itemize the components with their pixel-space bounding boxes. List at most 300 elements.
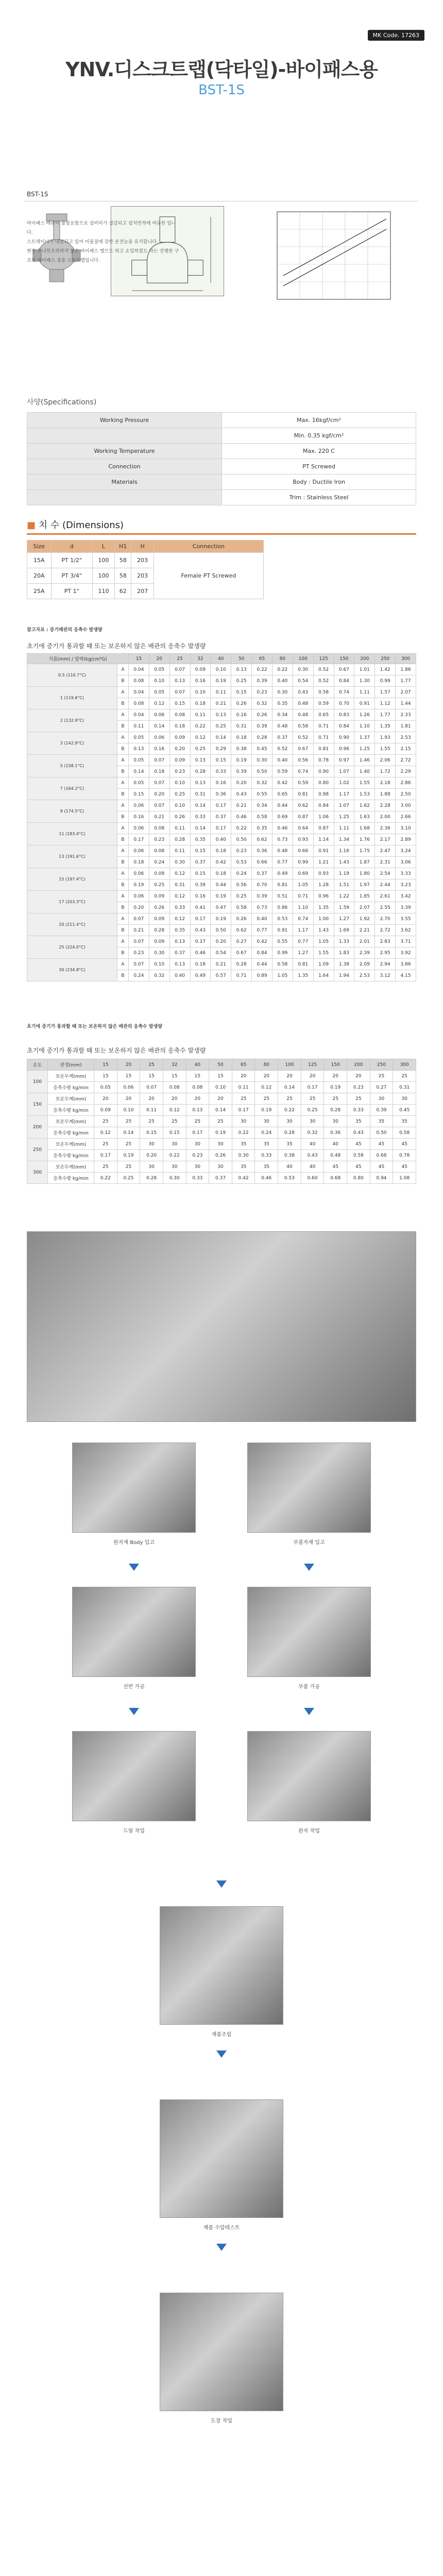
process-photo — [160, 2099, 283, 2218]
table-cell: 0.12 — [94, 1127, 117, 1139]
table-cell: 0.14 — [117, 1127, 140, 1139]
process-photo — [72, 1731, 196, 1821]
table-cell: 1.33 — [334, 936, 354, 947]
table-cell: 0.08 — [149, 845, 169, 857]
table-cell: 0.10 — [149, 959, 169, 970]
table-cell: 20 — [301, 1071, 324, 1082]
table-cell: 0.81 — [272, 879, 293, 891]
table-cell: 0.12 — [169, 913, 190, 925]
spec-value: Max. 220 C — [222, 444, 416, 459]
table-cell: 1.38 — [334, 959, 354, 970]
table-cell: 3.71 — [396, 936, 416, 947]
table-cell: 0.25 — [169, 789, 190, 800]
table-cell: 30 — [255, 1116, 278, 1127]
table-cell: 0.40 — [272, 755, 293, 766]
table-cell: 2.89 — [396, 834, 416, 845]
table-cell: 2.39 — [354, 947, 375, 959]
table-cell: 0.08 — [163, 1082, 186, 1093]
table-cell: 0.22 — [94, 1173, 117, 1184]
process-caption: 재품조립 — [211, 2032, 232, 2038]
table-cell: 2.94 — [375, 959, 396, 970]
table-cell: 0.48 — [324, 1150, 347, 1161]
row-type-label: A — [117, 664, 128, 675]
table-cell: 2.31 — [375, 857, 396, 868]
table-cell: 0.40 — [211, 834, 231, 845]
table-cell: 2.07 — [396, 687, 416, 698]
table-cell: 0.86 — [272, 902, 293, 913]
table-cell: 1.30 — [354, 675, 375, 687]
table-cell: 35 — [232, 1139, 255, 1150]
table-cell: 0.58 — [231, 902, 252, 913]
table-cell: 3.06 — [396, 857, 416, 868]
table-cell: 20 — [140, 1093, 163, 1105]
row-label: 응축수량 kg/min — [48, 1127, 94, 1139]
table-cell: 0.52 — [293, 732, 313, 743]
table-cell: 0.31 — [169, 879, 190, 891]
table-cell: 0.28 — [190, 766, 211, 777]
table-cell: 15 — [94, 1071, 117, 1082]
table-cell: 3.42 — [396, 891, 416, 902]
table-cell: 0.35 — [252, 823, 272, 834]
table-cell: 20 — [278, 1071, 301, 1082]
table-cell: 2.50 — [396, 789, 416, 800]
table-cell: 0.99 — [272, 947, 293, 959]
spec-value: Trim : Stainless Steel — [222, 490, 416, 505]
table-cell: 20 — [163, 1093, 186, 1105]
table-cell: 0.59 — [272, 766, 293, 777]
process-photo — [247, 1587, 371, 1677]
table-cell: 3.10 — [396, 823, 416, 834]
table-cell: 0.18 — [128, 857, 149, 868]
row-type-label: A — [117, 687, 128, 698]
table-cell: 0.17 — [94, 1150, 117, 1161]
column-header: 20 — [149, 654, 169, 664]
table-cell: 0.25 — [149, 879, 169, 891]
table-cell: 0.24 — [255, 1127, 278, 1139]
table-cell: 0.46 — [231, 811, 252, 823]
table-cell: 1.43 — [334, 857, 354, 868]
table-cell: 0.50 — [252, 766, 272, 777]
table-cell: 30 — [278, 1116, 301, 1127]
table-cell: 0.65 — [272, 789, 293, 800]
table-cell: 1.94 — [334, 970, 354, 981]
table-cell: 0.22 — [232, 1127, 255, 1139]
table-cell: 0.11 — [140, 1105, 163, 1116]
row-temperature: 150 — [27, 1093, 48, 1116]
table-cell: 0.14 — [128, 766, 149, 777]
table-cell: 1.16 — [334, 845, 354, 857]
table-cell: 0.48 — [272, 721, 293, 732]
table-cell: 0.31 — [190, 789, 211, 800]
dim-cell: PT 1" — [51, 584, 92, 599]
table-corner: 온도 — [27, 1059, 48, 1071]
table-cell: 1.21 — [313, 857, 334, 868]
table-cell: 0.07 — [149, 755, 169, 766]
table-cell: 0.07 — [140, 1082, 163, 1093]
table-cell: 0.15 — [140, 1127, 163, 1139]
table-cell: 0.20 — [169, 743, 190, 755]
table-cell: 30 — [163, 1161, 186, 1173]
table-cell: 0.71 — [231, 970, 252, 981]
table-cell: 25 — [370, 1071, 393, 1082]
table-cell: 0.27 — [370, 1082, 393, 1093]
table-cell: 1.10 — [354, 721, 375, 732]
table-cell: 1.51 — [334, 879, 354, 891]
table-cell: 0.23 — [149, 834, 169, 845]
table-cell: 0.09 — [169, 732, 190, 743]
table-cell: 2.95 — [375, 947, 396, 959]
table-cell: 0.43 — [347, 1127, 370, 1139]
table-cell: 1.26 — [354, 709, 375, 721]
capacity-graph — [263, 209, 397, 317]
model-label: BST-1S — [27, 191, 48, 198]
table-cell: 1.05 — [313, 936, 334, 947]
table-cell: 0.87 — [293, 811, 313, 823]
table-cell: 0.91 — [272, 925, 293, 936]
table-cell: 0.14 — [149, 721, 169, 732]
table-cell: 0.04 — [128, 664, 149, 675]
table-cell: 2.72 — [375, 925, 396, 936]
table-cell: 0.77 — [272, 857, 293, 868]
column-header: 100 — [293, 654, 313, 664]
table-cell: 3.12 — [375, 970, 396, 981]
table-cell: 0.07 — [149, 800, 169, 811]
table-cell: 0.28 — [324, 1105, 347, 1116]
table-cell: 25 — [117, 1161, 140, 1173]
table-cell: 3.92 — [396, 947, 416, 959]
table-cell: 0.53 — [272, 913, 293, 925]
row-type-label: B — [117, 925, 128, 936]
table-cell: 0.36 — [252, 845, 272, 857]
column-header: 50 — [231, 654, 252, 664]
table-cell: 0.35 — [190, 834, 211, 845]
table-cell: 0.17 — [232, 1105, 255, 1116]
table-cell: 30 — [370, 1093, 393, 1105]
table-cell: 0.10 — [209, 1082, 232, 1093]
table-cell: 0.90 — [334, 732, 354, 743]
table-cell: 1.19 — [334, 868, 354, 879]
row-type-label: B — [117, 857, 128, 868]
table-cell: 1.83 — [334, 947, 354, 959]
table-cell: 0.08 — [169, 709, 190, 721]
table-cell: 0.13 — [169, 936, 190, 947]
table-cell: 0.44 — [211, 879, 231, 891]
table-cell: 1.05 — [272, 970, 293, 981]
condensate-table-1 — [27, 653, 416, 981]
table-cell: 3.23 — [396, 879, 416, 891]
description-item: 바이패스 배관이 불필요함으로 설비비가 절감되고 설치면적에 여유한 입니다. — [27, 221, 176, 235]
accent-bar — [27, 533, 416, 535]
table-cell: 0.46 — [272, 823, 293, 834]
table-cell: 0.37 — [272, 732, 293, 743]
table-cell: 0.36 — [324, 1127, 347, 1139]
table-cell: 0.45 — [252, 743, 272, 755]
table-cell: 0.55 — [272, 936, 293, 947]
table-cell: 0.05 — [94, 1082, 117, 1093]
table-cell: 0.14 — [211, 732, 231, 743]
description-item: 스트레이너가 내장되고 있어 이물질에 강한 운전능을 유지합니다. — [27, 240, 158, 245]
table-cell: 35 — [347, 1116, 370, 1127]
table-cell: 2.29 — [396, 766, 416, 777]
table-cell: 0.18 — [190, 959, 211, 970]
table-cell: 0.52 — [313, 664, 334, 675]
table-cell: 0.15 — [169, 698, 190, 709]
table-cell: 0.48 — [293, 709, 313, 721]
table-cell: 0.73 — [252, 902, 272, 913]
table-cell: 0.29 — [211, 743, 231, 755]
table-cell: 2.06 — [375, 755, 396, 766]
table-cell: 0.67 — [293, 743, 313, 755]
table-cell: 30 — [232, 1116, 255, 1127]
row-type-label: A — [117, 913, 128, 925]
table-cell: 15 — [163, 1071, 186, 1082]
row-label: 보온두께(mm) — [48, 1161, 94, 1173]
table-cell: 2.47 — [375, 845, 396, 857]
table-cell: 0.74 — [334, 687, 354, 698]
table-cell: 1.40 — [354, 766, 375, 777]
column-header: 80 — [272, 654, 293, 664]
table-cell: 0.43 — [231, 789, 252, 800]
table-cell: 0.06 — [117, 1082, 140, 1093]
process-caption: 드릴 작업 — [123, 1828, 145, 1834]
table-cell: 0.30 — [149, 947, 169, 959]
process-photo — [247, 1731, 371, 1821]
table-cell: 1.81 — [396, 721, 416, 732]
table-cell: 25 — [94, 1116, 117, 1127]
table-cell: 0.80 — [347, 1173, 370, 1184]
row-type-label: A — [117, 823, 128, 834]
table-cell: 0.33 — [255, 1150, 278, 1161]
row-temperature: 100 — [27, 1071, 48, 1093]
table-cell: 1.37 — [354, 732, 375, 743]
table-cell: 0.53 — [278, 1173, 301, 1184]
dim-header: Size — [27, 540, 52, 553]
table-cell: 2.21 — [354, 925, 375, 936]
table-cell: 0.70 — [334, 698, 354, 709]
process-caption: 원자재 Body 입고 — [113, 1540, 155, 1546]
table-cell: 0.33 — [169, 902, 190, 913]
table-cell: 0.19 — [231, 755, 252, 766]
column-header: 300 — [393, 1059, 416, 1071]
table-cell: 25 — [255, 1093, 278, 1105]
table-cell: 0.08 — [186, 1082, 209, 1093]
table-cell: 1.35 — [293, 970, 313, 981]
table-cell: 0.33 — [347, 1105, 370, 1116]
table-cell: 0.40 — [169, 970, 190, 981]
table-cell: 3.24 — [396, 845, 416, 857]
process-photo — [72, 1587, 196, 1677]
table-cell: 0.15 — [163, 1127, 186, 1139]
spec-key — [27, 490, 222, 505]
table-cell: 0.84 — [334, 721, 354, 732]
table-cell: 30 — [140, 1139, 163, 1150]
column-header: 50 — [209, 1059, 232, 1071]
table-cell: 0.25 — [231, 891, 252, 902]
dim-cell: 58 — [115, 553, 131, 568]
table-cell: 0.53 — [231, 857, 252, 868]
table-cell: 0.12 — [190, 732, 211, 743]
table-cell: 0.25 — [211, 721, 231, 732]
table-cell: 0.26 — [231, 913, 252, 925]
table-cell: 0.30 — [232, 1150, 255, 1161]
table-cell: 0.42 — [272, 777, 293, 789]
table-cell: 0.59 — [313, 698, 334, 709]
table-cell: 0.32 — [149, 970, 169, 981]
table-cell: 0.19 — [209, 1127, 232, 1139]
dim-header: L — [92, 540, 114, 553]
table-cell: 1.75 — [354, 845, 375, 857]
row-type-label: A — [117, 777, 128, 789]
table-cell: 0.06 — [128, 868, 149, 879]
table-cell: 2.44 — [375, 879, 396, 891]
table-cell: 0.51 — [272, 891, 293, 902]
table-cell: 0.19 — [211, 891, 231, 902]
column-header: 150 — [334, 654, 354, 664]
table-cell: 3.55 — [396, 913, 416, 925]
table-cell: 1.86 — [396, 664, 416, 675]
table-cell: 0.83 — [334, 709, 354, 721]
table-cell: 1.57 — [375, 687, 396, 698]
spec-key: Connection — [27, 459, 222, 474]
dim-cell: 25A — [27, 584, 52, 599]
row-type-label: A — [117, 709, 128, 721]
table-cell: 0.30 — [252, 755, 272, 766]
dim-cell: 15A — [27, 553, 52, 568]
table-cell: 0.07 — [169, 664, 190, 675]
table-cell: 20 — [324, 1071, 347, 1082]
table-cell: 0.17 — [190, 936, 211, 947]
table-cell: 0.69 — [272, 811, 293, 823]
table-cell: 0.57 — [211, 970, 231, 981]
table-cell: 1.59 — [334, 902, 354, 913]
column-header: 200 — [354, 654, 375, 664]
table-cell: 0.26 — [169, 811, 190, 823]
table-cell: 0.46 — [255, 1173, 278, 1184]
row-label: 보온두께(mm) — [48, 1116, 94, 1127]
table-cell: 0.11 — [190, 709, 211, 721]
table-cell: 0.26 — [252, 709, 272, 721]
column-header: 32 — [190, 654, 211, 664]
specs-table — [27, 412, 416, 505]
table-cell: 0.66 — [293, 845, 313, 857]
table-cell: 1.28 — [313, 879, 334, 891]
table-cell: 0.58 — [393, 1127, 416, 1139]
table-cell: 1.14 — [313, 834, 334, 845]
table-cell: 0.10 — [211, 664, 231, 675]
table-cell: 0.26 — [231, 698, 252, 709]
row-pressure: 3 (142.9°C) — [27, 732, 117, 755]
dim-cell: PT 1/2" — [51, 553, 92, 568]
table-cell: 0.09 — [169, 755, 190, 766]
table-cell: 0.50 — [370, 1127, 393, 1139]
table-cell: 3.62 — [396, 925, 416, 936]
dim-cell: 203 — [131, 568, 154, 584]
table-cell: 1.76 — [354, 834, 375, 845]
table-cell: 0.07 — [169, 687, 190, 698]
table-cell: 1.88 — [375, 789, 396, 800]
table-cell: 0.17 — [211, 800, 231, 811]
table-cell: 0.36 — [211, 789, 231, 800]
table-cell: 0.26 — [149, 902, 169, 913]
table1-caption: 초기에 증기가 통과할 때 또는 보온하지 않은 배관의 응축수 발생량 — [27, 642, 206, 650]
table-cell: 0.06 — [149, 732, 169, 743]
specs-title: 사양(Specifications) — [27, 398, 97, 406]
table-cell: 0.30 — [169, 857, 190, 868]
table-cell: 0.28 — [278, 1127, 301, 1139]
table-cell: 0.10 — [169, 777, 190, 789]
table-cell: 0.38 — [278, 1150, 301, 1161]
row-pressure: 5 (158.1°C) — [27, 755, 117, 777]
table-cell: 2.70 — [375, 913, 396, 925]
table-cell: 0.30 — [293, 664, 313, 675]
table-cell: 30 — [186, 1139, 209, 1150]
table-cell: 0.05 — [128, 755, 149, 766]
table-cell: 0.58 — [272, 959, 293, 970]
row-type-label: A — [117, 755, 128, 766]
table-cell: 0.32 — [301, 1127, 324, 1139]
table-cell: 25 — [140, 1116, 163, 1127]
table-cell: 1.46 — [354, 755, 375, 766]
table-cell: 0.33 — [186, 1173, 209, 1184]
table-cell: 1.35 — [313, 902, 334, 913]
table-cell: 2.01 — [354, 936, 375, 947]
table-cell: 0.25 — [231, 675, 252, 687]
table-cell: 0.37 — [169, 947, 190, 959]
row-type-label: B — [117, 675, 128, 687]
table-cell: 2.61 — [375, 891, 396, 902]
row-pressure: 30 (234.8°C) — [27, 959, 117, 981]
table-cell: 2.53 — [396, 732, 416, 743]
table-cell: 0.54 — [211, 947, 231, 959]
table-cell: 0.18 — [190, 698, 211, 709]
table-cell: 2.83 — [375, 936, 396, 947]
table-cell: 0.44 — [272, 800, 293, 811]
table-cell: 0.17 — [301, 1082, 324, 1093]
table-cell: 0.06 — [128, 845, 149, 857]
table-cell: 1.92 — [354, 913, 375, 925]
table-cell: 0.12 — [255, 1082, 278, 1093]
column-header: 100 — [278, 1059, 301, 1071]
row-pressure: 9 (174.5°C) — [27, 800, 117, 823]
table-cell: 0.05 — [128, 732, 149, 743]
table-cell: 0.99 — [293, 857, 313, 868]
table-cell: 1.02 — [334, 777, 354, 789]
table-cell: 0.21 — [231, 800, 252, 811]
table-cell: 0.25 — [301, 1105, 324, 1116]
table-cell: 1.08 — [393, 1173, 416, 1184]
column-header: 200 — [347, 1059, 370, 1071]
row-label: 응축수량 kg/min — [48, 1082, 94, 1093]
table-cell: 0.32 — [252, 698, 272, 709]
row-pressure: 7 (164.2°C) — [27, 777, 117, 800]
description-item: 현장 무니언조작하지 않은 바이패스 밸브도 하고 소입하였도 하는 진행한 구조의 바이패스 겸용 스팀트랩입니다. — [27, 249, 179, 263]
table-cell: 0.17 — [211, 823, 231, 834]
table-cell: 30 — [324, 1116, 347, 1127]
table-cell: 0.28 — [149, 925, 169, 936]
table-cell: 25 — [324, 1093, 347, 1105]
table-cell: 0.32 — [252, 777, 272, 789]
table-cell: 2.36 — [375, 823, 396, 834]
table-cell: 0.41 — [190, 902, 211, 913]
table-cell: 0.37 — [252, 868, 272, 879]
table-cell: 0.81 — [293, 789, 313, 800]
table-cell: 0.19 — [128, 879, 149, 891]
table-cell: 0.13 — [190, 755, 211, 766]
row-pressure: 2 (132.9°C) — [27, 709, 117, 732]
down-arrow-icon — [129, 1708, 139, 1715]
table-cell: 0.06 — [128, 800, 149, 811]
table-cell: 0.93 — [313, 868, 334, 879]
